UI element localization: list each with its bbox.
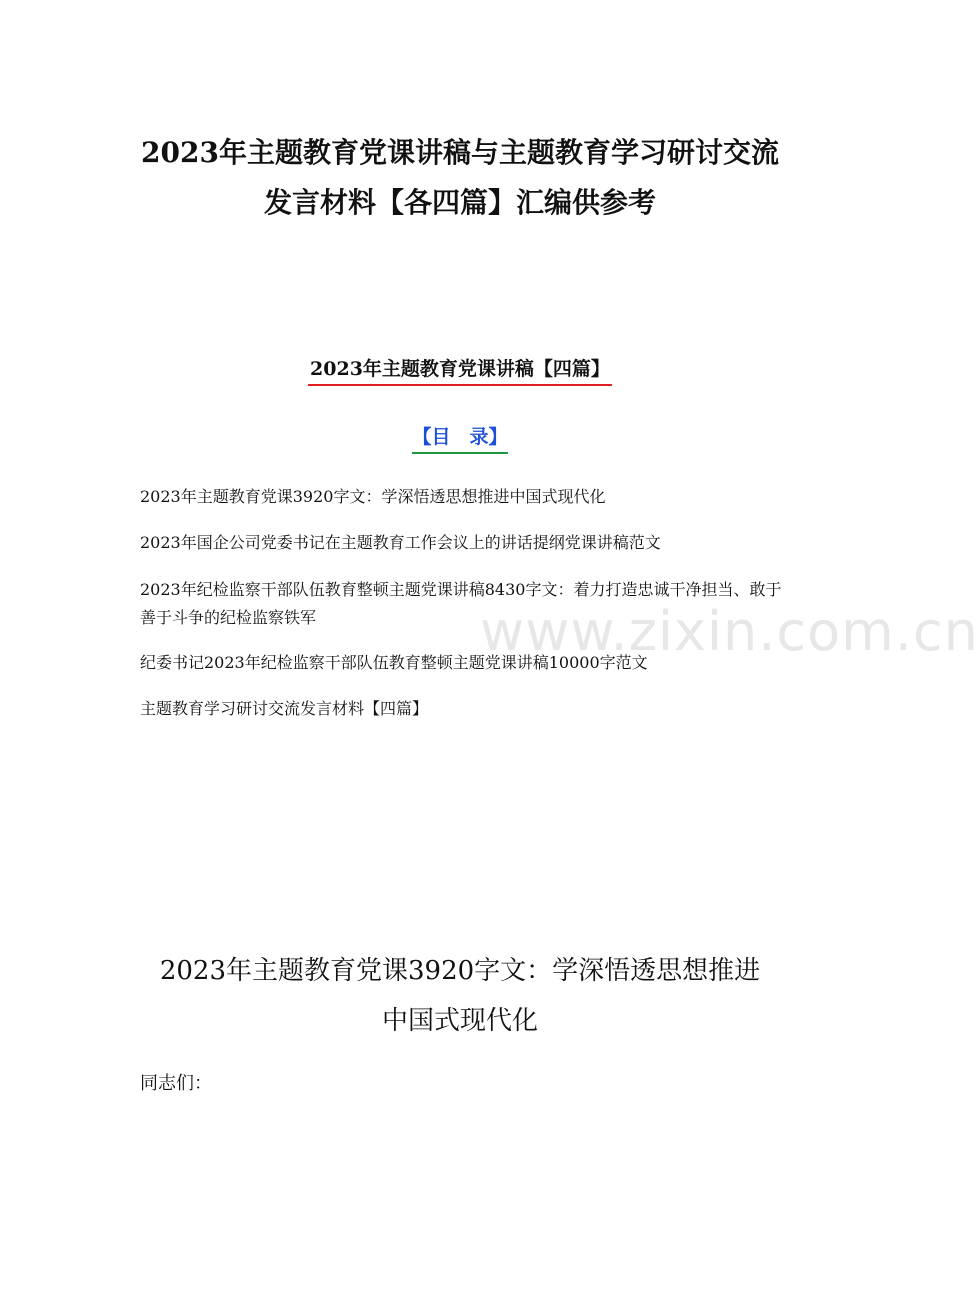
article-title-line-1: 2023年主题教育党课3920字文：学深悟透思想推进: [159, 956, 761, 986]
toc-item[interactable]: 2023年主题教育党课3920字文：学深悟透思想推进中国式现代化: [140, 487, 606, 506]
section-heading-text: 2023年主题教育党课讲稿【四篇】: [308, 354, 612, 386]
toc-heading: [300, 422, 620, 454]
main-title-line-1: 2023年主题教育党课讲稿与主题教育学习研讨交流: [141, 136, 779, 169]
watermark: www.zixin.com.cn: [480, 600, 979, 663]
toc-item[interactable]: 2023年国企公司党委书记在主题教育工作会议上的讲话提纲党课讲稿范文: [140, 533, 661, 552]
main-title: [90, 128, 830, 228]
article-title-line-2: 中国式现代化: [381, 1006, 538, 1036]
toc-item[interactable]: 主题教育学习研讨交流发言材料【四篇】: [140, 699, 429, 718]
article-title: [110, 946, 810, 1046]
section-heading: [200, 354, 720, 386]
toc-item[interactable]: 2023年纪检监察干部队伍教育整顿主题党课讲稿8430字文：着力打造忠诚干净担当、敢于善于斗争的纪检监察铁军: [140, 580, 782, 627]
toc-item[interactable]: 纪委书记2023年纪检监察干部队伍教育整顿主题党课讲稿10000字范文: [140, 653, 648, 672]
table-of-contents: [140, 484, 790, 742]
toc-heading-text: 【目 录】: [412, 422, 507, 454]
main-title-line-2: 发言材料【各四篇】汇编供参考: [263, 186, 656, 219]
greeting: 同志们：: [140, 1073, 212, 1094]
